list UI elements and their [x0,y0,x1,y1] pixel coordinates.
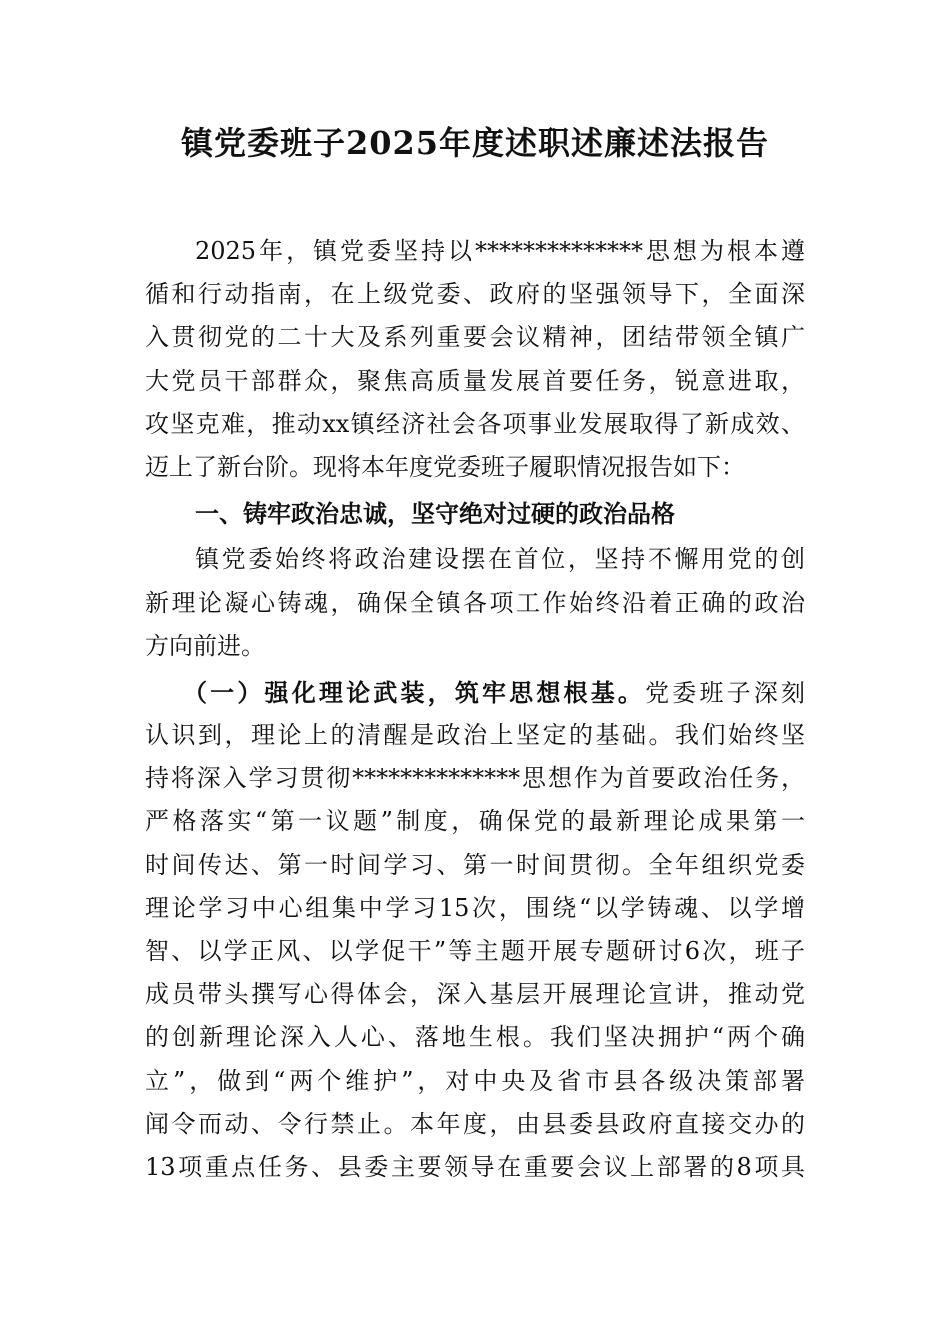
text-line: 智、以学正风、以学促干”等主题开展专题研讨6次，班子 [145,937,805,965]
text-line: 镇党委始终将政治建设摆在首位，坚持不懈用党的创 [195,545,805,574]
subsection-heading: （一）强化理论武装，筑牢思想根基。 [183,677,646,707]
text-line: 循和行动指南，在上级党委、政府的坚强领导下，全面深 [145,280,805,309]
text-line: 理论学习中心组集中学习15次，围绕“以学铸魂、以学增 [145,893,805,922]
text-line: 方向前进。 [145,631,265,660]
document-title: 镇党委班子2025年度述职述廉述法报告 [180,124,770,162]
subsection-paragraph [145,671,805,1189]
text-line: 持将深入学习贯彻**************思想作为首要政治任务， [145,764,805,793]
text-line: 攻坚克难，推动xx镇经济社会各项事业发展取得了新成效、 [145,409,805,438]
text-line: 新理论凝心铸魂，确保全镇各项工作始终沿着正确的政治 [145,588,805,617]
text-line: 大党员干部群众，聚焦高质量发展首要任务，锐意进取， [145,366,805,395]
text-line: 迈上了新台阶。现将本年度党委班子履职情况报告如下： [145,452,745,481]
text-span: 党委班子深刻 [645,678,806,707]
text-line: 闻令而动、令行禁止。本年度，由县委县政府直接交办的 [145,1109,805,1138]
intro-paragraph [145,230,805,489]
text-line: 13项重点任务、县委主要领导在重要会议上部署的8项具 [145,1152,805,1181]
text-line: 立”，做到“两个维护”，对中央及省市县各级决策部署 [145,1066,805,1095]
section-heading: 一、铸牢政治忠诚，坚守绝对过硬的政治品格 [195,500,675,529]
text-line: 2025年，镇党委坚持以**************思想为根本遵 [195,237,805,265]
document-body [145,230,805,1189]
text-line: 认识到，理论上的清醒是政治上坚定的基础。我们始终坚 [145,721,805,750]
text-line: 成员带头撰写心得体会，深入基层开展理论宣讲，推动党 [145,980,805,1009]
text-line [145,671,805,714]
section-intro-paragraph [145,538,805,668]
text-line: 入贯彻党的二十大及系列重要会议精神，团结带领全镇广 [145,323,805,352]
text-line: 时间传达、第一时间学习、第一时间贯彻。全年组织党委 [145,850,805,879]
text-line: 严格落实“第一议题”制度，确保党的最新理论成果第一 [145,807,805,836]
text-line: 的创新理论深入人心、落地生根。我们坚决拥护“两个确 [145,1023,805,1052]
